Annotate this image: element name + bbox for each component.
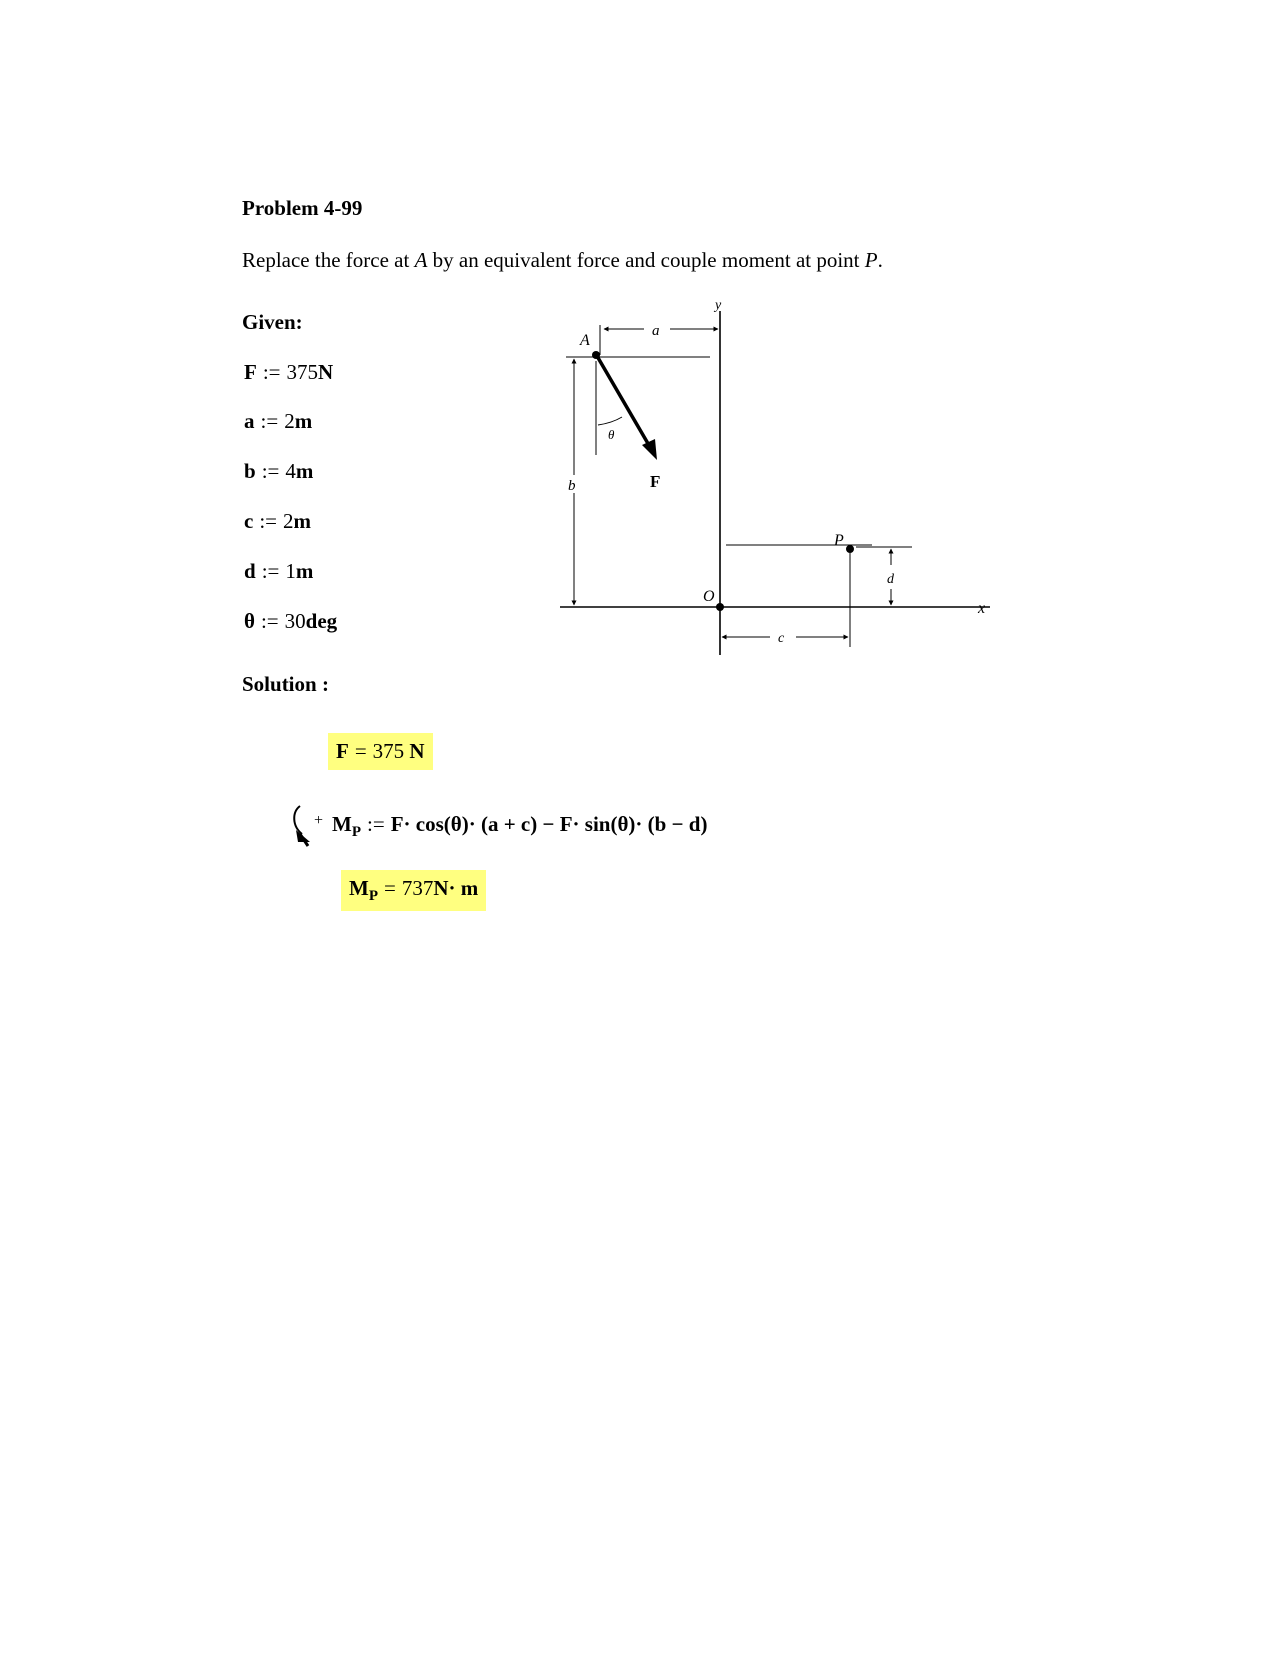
var-unit: deg [305,609,338,633]
dim-d-label: d [887,572,894,587]
dim-c-label: c [778,631,785,646]
result-unit: N· m [433,876,479,900]
moment-equation [332,812,707,841]
given-d [244,559,313,584]
result-unit: N [409,739,425,763]
var-unit: m [294,409,313,433]
force-arrow-shaft [597,356,650,447]
statement-text-3: . [877,248,883,272]
statement-text-2: by an equivalent force and couple moment at point [427,248,865,272]
assign-op: := [260,409,279,433]
result-symbol: F [336,739,349,763]
var-unit: N [318,360,334,384]
force-label: F [650,472,661,491]
var-value: 30 [284,609,306,633]
dim-a-label: a [652,323,660,339]
statement-point-p: P [864,248,878,272]
given-c [244,509,311,534]
var-value: 4 [285,459,296,483]
y-axis-label: y [715,298,722,313]
given-theta [244,609,337,634]
result-subscript: P [368,888,378,904]
var-value: 2 [284,409,295,433]
origin-point [716,603,724,611]
dim-b-label: b [568,478,576,494]
result-value: 737 [401,876,434,900]
assign-op: := [367,812,385,836]
equals-op: = [354,739,367,763]
statement-point-a: A [414,248,428,272]
var-symbol: θ [244,609,255,633]
moment-subscript: P [351,824,361,840]
assign-op: := [261,559,280,583]
var-unit: m [293,509,312,533]
var-symbol: c [244,509,254,533]
var-symbol: b [244,459,256,483]
var-symbol: a [244,409,255,433]
var-symbol: d [244,559,256,583]
var-unit: m [295,459,314,483]
moment-symbol: M [332,812,352,836]
theta-label: θ [608,427,615,442]
given-f [244,360,333,385]
problem-title: Problem 4-99 [242,196,363,220]
assign-op: := [261,459,280,483]
moment-expression: F· cos(θ)· (a + c) − F· sin(θ)· (b − d) [390,812,708,836]
result-symbol: M [349,876,369,900]
statement-text-1: Replace the force at [242,248,415,272]
force-arrow-head-icon [642,439,657,460]
origin-label: O [703,588,715,605]
result-moment [341,870,486,911]
assign-op: := [262,360,281,384]
solution-heading: Solution : [242,672,329,696]
x-axis-label: x [978,600,986,617]
result-value: 375 [372,739,405,763]
var-value: 375 [286,360,319,384]
var-unit: m [295,559,314,583]
point-a-label: A [580,332,590,349]
var-value: 1 [285,559,296,583]
given-b [244,459,313,484]
equals-op: = [384,876,396,900]
moment-sign: + [314,812,324,829]
point-p-label: P [834,532,844,549]
force-diagram [560,295,1000,655]
given-a [244,409,312,434]
given-heading: Given: [242,310,303,334]
assign-op: := [260,609,279,633]
result-force [328,733,433,770]
point-p [846,545,854,553]
var-value: 2 [283,509,294,533]
var-symbol: F [244,360,257,384]
problem-statement [242,248,883,273]
assign-op: := [259,509,278,533]
theta-arc [598,417,622,425]
